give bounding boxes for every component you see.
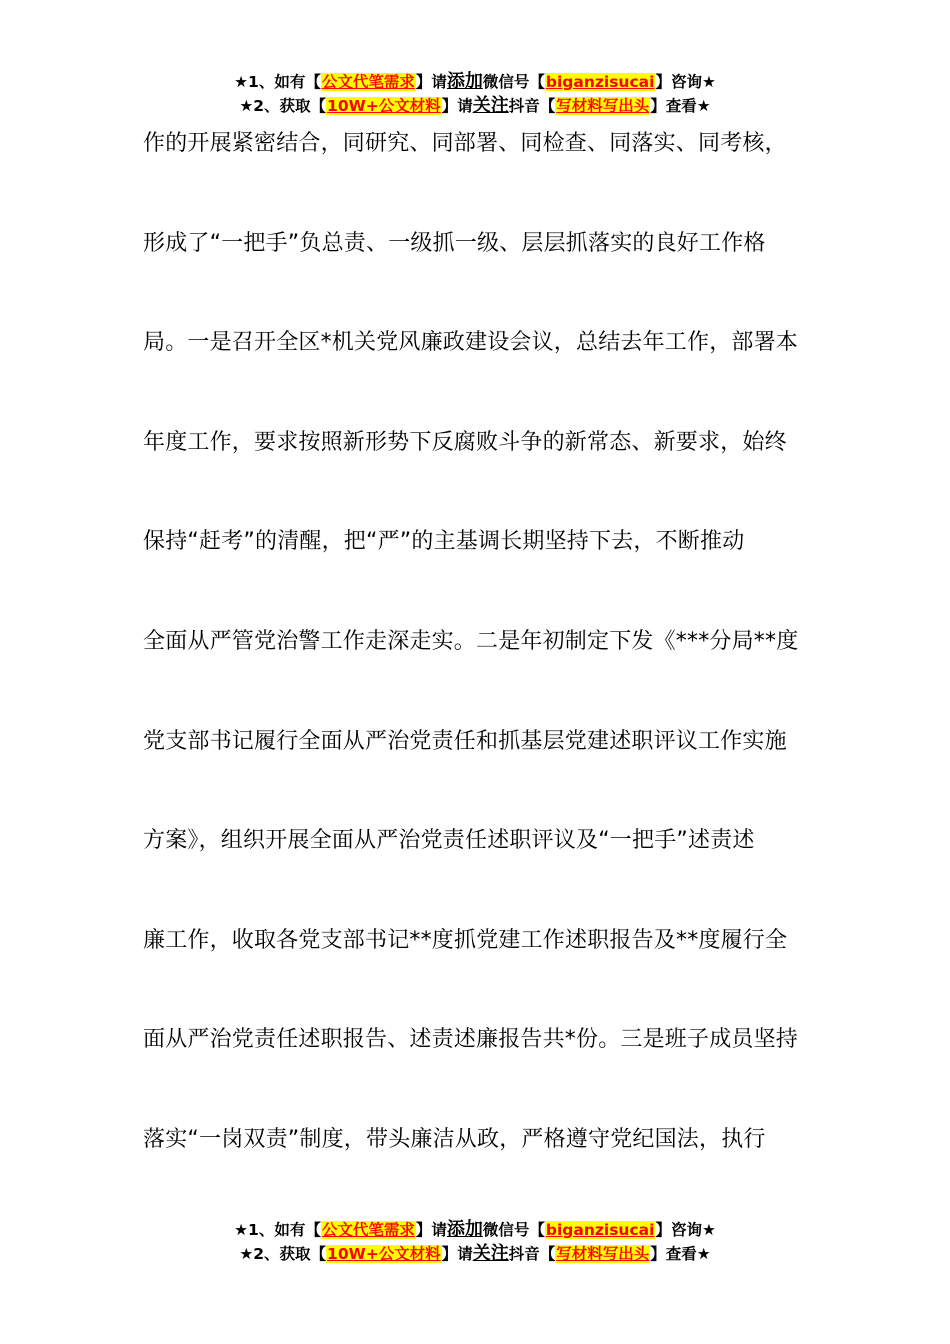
paragraph-line: 落实“一岗双责”制度，带头廉洁从政，严格遵守党纪国法，执行 — [143, 1126, 766, 1152]
banner-text: 】咨询★ — [655, 1221, 716, 1239]
paragraph-line: 保持“赶考”的清醒，把“严”的主基调长期坚持下去，不断推动 — [143, 529, 745, 555]
document-body — [143, 120, 813, 1216]
banner-line-1 — [0, 1218, 950, 1242]
banner-line-1 — [0, 70, 950, 94]
banner-text: ★2、获取【 — [239, 1245, 327, 1263]
banner-text: ★2、获取【 — [239, 97, 327, 115]
highlight-wechat-id: biganzisucai — [545, 73, 655, 91]
paragraph-line: 作的开展紧密结合，同研究、同部署、同检查、同落实、同考核， — [143, 131, 787, 156]
banner-text: 微信号【 — [482, 1221, 545, 1239]
banner-text: 】请 — [441, 97, 473, 115]
highlight-douyin: 写材料写出头 — [556, 1245, 650, 1263]
highlight-materials: 10W+公文材料 — [327, 97, 441, 115]
banner-emphasis: 添加 — [446, 71, 483, 92]
banner-text: 抖音【 — [508, 97, 556, 115]
paragraph-line: 方案》，组织开展全面从严治党责任述职评议及“一把手”述责述 — [143, 828, 755, 854]
highlight-service: 公文代笔需求 — [321, 73, 415, 91]
header-banner — [0, 70, 950, 118]
banner-emphasis: 关注 — [472, 1243, 509, 1264]
paragraph-line: 廉工作，收取各党支部书记**度抓党建工作述职报告及**度履行全 — [143, 927, 788, 953]
paragraph-line: 面从严治党责任述职报告、述责述廉报告共*份。三是班子成员坚持 — [143, 1027, 799, 1053]
banner-text: 】请 — [415, 1221, 447, 1239]
highlight-douyin: 写材料写出头 — [556, 97, 650, 115]
highlight-service: 公文代笔需求 — [321, 1221, 415, 1239]
banner-text: 】查看★ — [650, 97, 711, 115]
banner-line-2 — [0, 94, 950, 118]
paragraph-line: 全面从严管党治警工作走深走实。二是年初制定下发《***分局**度 — [143, 628, 799, 654]
banner-text: 】请 — [441, 1245, 473, 1263]
banner-text: 】查看★ — [650, 1245, 711, 1263]
banner-text: 】咨询★ — [655, 73, 716, 91]
banner-text: 】请 — [415, 73, 447, 91]
highlight-materials: 10W+公文材料 — [327, 1245, 441, 1263]
paragraph-line: 形成了“一把手”负总责、一级抓一级、层层抓落实的良好工作格 — [143, 230, 766, 256]
paragraph-line: 局。一是召开全区*机关党风廉政建设会议，总结去年工作，部署本 — [143, 330, 799, 356]
banner-emphasis: 关注 — [472, 95, 509, 116]
paragraph-line: 年度工作，要求按照新形势下反腐败斗争的新常态、新要求，始终 — [143, 429, 787, 455]
highlight-wechat-id: biganzisucai — [545, 1221, 655, 1239]
paragraph-line: 党支部书记履行全面从严治党责任和抓基层党建述职评议工作实施 — [143, 728, 787, 754]
banner-text: ★1、如有【 — [234, 1221, 321, 1239]
banner-text: 微信号【 — [482, 73, 545, 91]
banner-text: ★1、如有【 — [234, 73, 321, 91]
banner-emphasis: 添加 — [446, 1219, 483, 1240]
banner-text: 抖音【 — [508, 1245, 556, 1263]
banner-line-2 — [0, 1242, 950, 1266]
footer-banner — [0, 1218, 950, 1266]
